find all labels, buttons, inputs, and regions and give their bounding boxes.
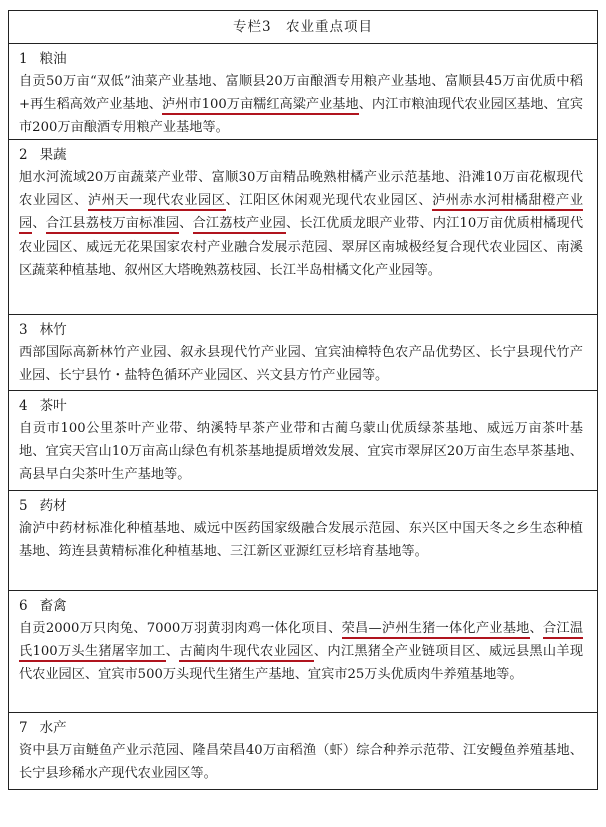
text-run: 、	[165, 644, 180, 660]
text-run: 、内江市粮油现代农业园区基地、宜宾市200万亩酿酒专用粮产业基地等。	[19, 97, 583, 136]
section-body	[19, 166, 583, 282]
highlighted-project: 古蔺肉牛现代农业园区	[179, 644, 314, 662]
section-header	[19, 144, 583, 166]
section-name: 药材	[39, 498, 67, 514]
section-name: 粮油	[39, 51, 67, 67]
text-run: 、	[179, 216, 193, 232]
section-name: 水产	[39, 720, 67, 736]
section-header	[19, 595, 583, 617]
text-run: 、	[529, 621, 543, 636]
section-header	[19, 319, 583, 341]
section-body	[19, 617, 583, 687]
text-run: 自贡50万亩“双低”油菜产业基地、富顺县20万亩酿酒专用粮产业基地、富顺县45万亩优质中稻+再生稻高效产业基地、	[19, 74, 583, 113]
section-name: 畜禽	[39, 598, 67, 614]
highlighted-project: 泸州天一现代农业园区	[88, 193, 226, 211]
section-header	[19, 48, 583, 70]
section-body	[19, 739, 583, 785]
text-run: 自贡市100公里茶叶产业带、纳溪特早茶产业带和古蔺乌蒙山优质绿茶基地、威远万亩茶叶基地、宜宾天宫山10万亩高山绿色有机茶基地提质增效发展、宜宾市翠屏区20万亩生态早茶基地、高县早白尖茶叶生产基地等。	[19, 421, 583, 483]
text-run: 渝泸中药材标准化种植基地、威远中医药国家级融合发展示范园、东兴区中国天冬之乡生态种植基地、筠连县黄精标准化种植基地、三江新区亚源红豆杉培育基地等。	[19, 521, 583, 560]
text-run: 、	[32, 216, 46, 232]
highlighted-project: 合江荔枝产业园	[193, 216, 286, 234]
section-number: 4	[19, 398, 28, 414]
text-run: 、内江黑猪全产业链项目区、威远县黑山羊现代农业园区、宜宾市500万头现代生猪生产基地、宜宾市25万头优质肉牛养殖基地等。	[19, 644, 584, 683]
section-body	[19, 70, 583, 140]
highlighted-project: 合江温氏100万头生猪屠宰加工	[19, 621, 583, 662]
section-header	[19, 395, 583, 417]
highlighted-project: 泸州市100万亩糯红高粱产业基地	[162, 97, 359, 115]
section-number: 1	[19, 51, 28, 67]
section-tea	[9, 391, 597, 491]
section-aquatic	[9, 713, 597, 789]
section-name: 果蔬	[39, 147, 67, 163]
section-name: 林竹	[39, 322, 67, 338]
project-table	[8, 10, 598, 790]
text-run: 西部国际高新林竹产业园、叙永县现代竹产业园、宜宾油樟特色农产品优势区、长宁县现代竹产业园、长宁县竹・盐特色循环产业园区、兴文县方竹产业园等。	[19, 345, 583, 384]
text-run: 、长江优质龙眼产业带、内江10万亩优质柑橘现代农业园区、威远无花果国家农村产业融合发展示范园、翠屏区南城极经复合现代农业园区、南溪区蔬菜种植基地、叙州区大塔晚熟荔枝园、长江半岛柑橘文化产业园等。	[19, 216, 584, 278]
section-body	[19, 517, 583, 563]
text-run: 自贡2000万只肉兔、7000万羽黄羽肉鸡一体化项目、	[19, 621, 342, 636]
text-run: 资中县万亩鲢鱼产业示范园、隆昌荣昌40万亩稻渔（虾）综合种养示范带、江安鳗鱼养殖基地、长宁县珍稀水产现代农业园区等。	[19, 743, 583, 782]
section-name: 茶叶	[39, 398, 67, 414]
section-number: 2	[19, 147, 28, 163]
section-body	[19, 341, 583, 387]
section-number: 6	[19, 598, 28, 614]
section-medicinal	[9, 491, 597, 591]
text-run: 、江阳区休闲观光现代农业园区、	[225, 193, 433, 209]
section-number: 5	[19, 498, 28, 514]
highlighted-project: 荣昌—泸州生猪一体化产业基地	[342, 621, 530, 639]
highlighted-project: 合江县荔枝万亩标准园	[46, 216, 179, 234]
section-grain-oil	[9, 44, 597, 140]
section-number: 3	[19, 322, 28, 338]
section-livestock	[9, 591, 597, 713]
text-run: 旭水河流域20万亩蔬菜产业带、富顺30万亩精品晚熟柑橘产业示范基地、沿滩10万亩花椒现代农业园区、	[19, 170, 583, 209]
section-body	[19, 417, 583, 487]
highlighted-project: 泸州赤水河柑橘甜橙产业园	[19, 193, 583, 234]
section-header	[19, 717, 583, 739]
section-forest-bamboo	[9, 315, 597, 391]
table-title: 专栏3 农业重点项目	[9, 11, 597, 44]
section-fruit-veg	[9, 140, 597, 315]
section-header	[19, 495, 583, 517]
section-number: 7	[19, 720, 28, 736]
